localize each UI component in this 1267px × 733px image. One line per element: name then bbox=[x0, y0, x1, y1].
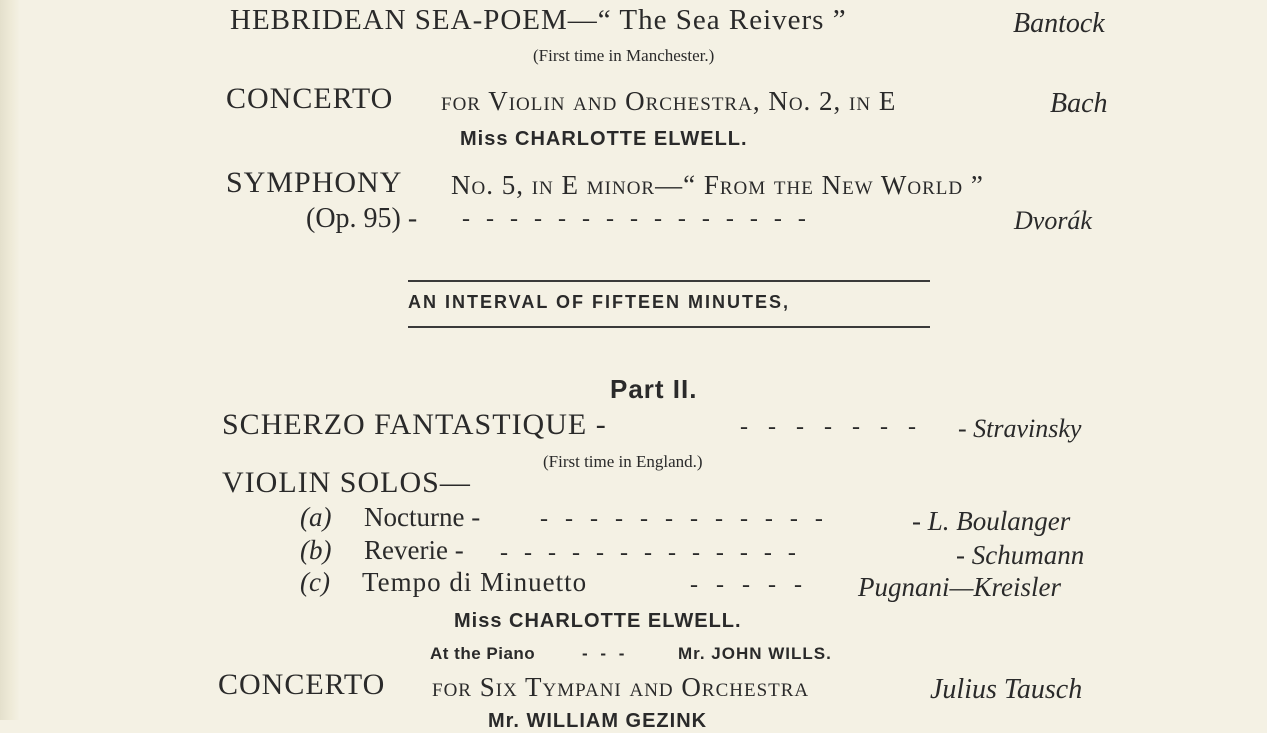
symphony-title: SYMPHONY bbox=[226, 166, 403, 199]
solo-c-composer: Pugnani—Kreisler bbox=[858, 572, 1062, 602]
concerto2-subtitle: for Six Tympani and Orchestra bbox=[432, 672, 810, 702]
interval-top-rule bbox=[408, 280, 930, 282]
part-heading: Part II. bbox=[610, 374, 698, 404]
concerto1-composer: Bach bbox=[1050, 88, 1108, 119]
solo-a-composer: - L. Boulanger bbox=[912, 506, 1071, 536]
violin-solos-heading: VIOLIN SOLOS— bbox=[222, 466, 471, 499]
solo-b-composer: - Schumann bbox=[956, 540, 1085, 570]
scherzo-note: (First time in England.) bbox=[543, 452, 703, 471]
piano-accompanist: Mr. JOHN WILLS. bbox=[678, 644, 832, 663]
symphony-leader-dashes: - - - - - - - - - - - - - - - bbox=[462, 206, 806, 232]
solo-b-title: Reverie - bbox=[364, 535, 464, 565]
scherzo-composer: - Stravinsky bbox=[958, 414, 1082, 443]
solo-c-leader-dashes: - - - - - bbox=[690, 572, 802, 598]
solos-soloist: Miss CHARLOTTE ELWELL. bbox=[454, 610, 742, 632]
solo-c-label: (c) bbox=[300, 567, 330, 597]
solo-b-label: (b) bbox=[300, 535, 332, 565]
symphony-composer: Dvorák bbox=[1014, 206, 1092, 235]
hebridean-composer: Bantock bbox=[1013, 8, 1105, 39]
solo-b-leader-dashes: - - - - - - - - - - - - - bbox=[500, 540, 796, 566]
scherzo-title: SCHERZO FANTASTIQUE - bbox=[222, 408, 607, 441]
concerto1-subtitle: for Violin and Orchestra, No. 2, in E bbox=[441, 86, 897, 116]
page-binding-edge bbox=[0, 0, 20, 720]
symphony-subtitle: No. 5, in E minor—“ From the New World ” bbox=[451, 170, 984, 200]
symphony-opus: (Op. 95) - bbox=[306, 203, 418, 234]
scherzo-leader-dashes: - - - - - - - bbox=[740, 414, 916, 440]
concerto1-soloist: Miss CHARLOTTE ELWELL. bbox=[460, 128, 748, 150]
interval-bottom-rule bbox=[408, 326, 930, 328]
concerto2-title: CONCERTO bbox=[218, 668, 386, 701]
concerto1-title: CONCERTO bbox=[226, 82, 394, 115]
solo-c-title: Tempo di Minuetto bbox=[362, 567, 588, 597]
concerto2-soloist-cutoff: Mr. WILLIAM GEZINK bbox=[488, 710, 708, 732]
hebridean-title: HEBRIDEAN SEA-POEM—“ The Sea Reivers ” bbox=[230, 4, 847, 36]
piano-leader-dashes: - - - bbox=[582, 644, 626, 663]
interval-notice: AN INTERVAL OF FIFTEEN MINUTES, bbox=[408, 292, 791, 312]
solo-a-label: (a) bbox=[300, 502, 332, 532]
solo-a-leader-dashes: - - - - - - - - - - - - bbox=[540, 506, 823, 532]
hebridean-note: (First time in Manchester.) bbox=[533, 46, 715, 65]
piano-label: At the Piano bbox=[430, 644, 536, 663]
concerto2-composer: Julius Tausch bbox=[930, 674, 1083, 705]
solo-a-title: Nocturne - bbox=[364, 502, 481, 532]
